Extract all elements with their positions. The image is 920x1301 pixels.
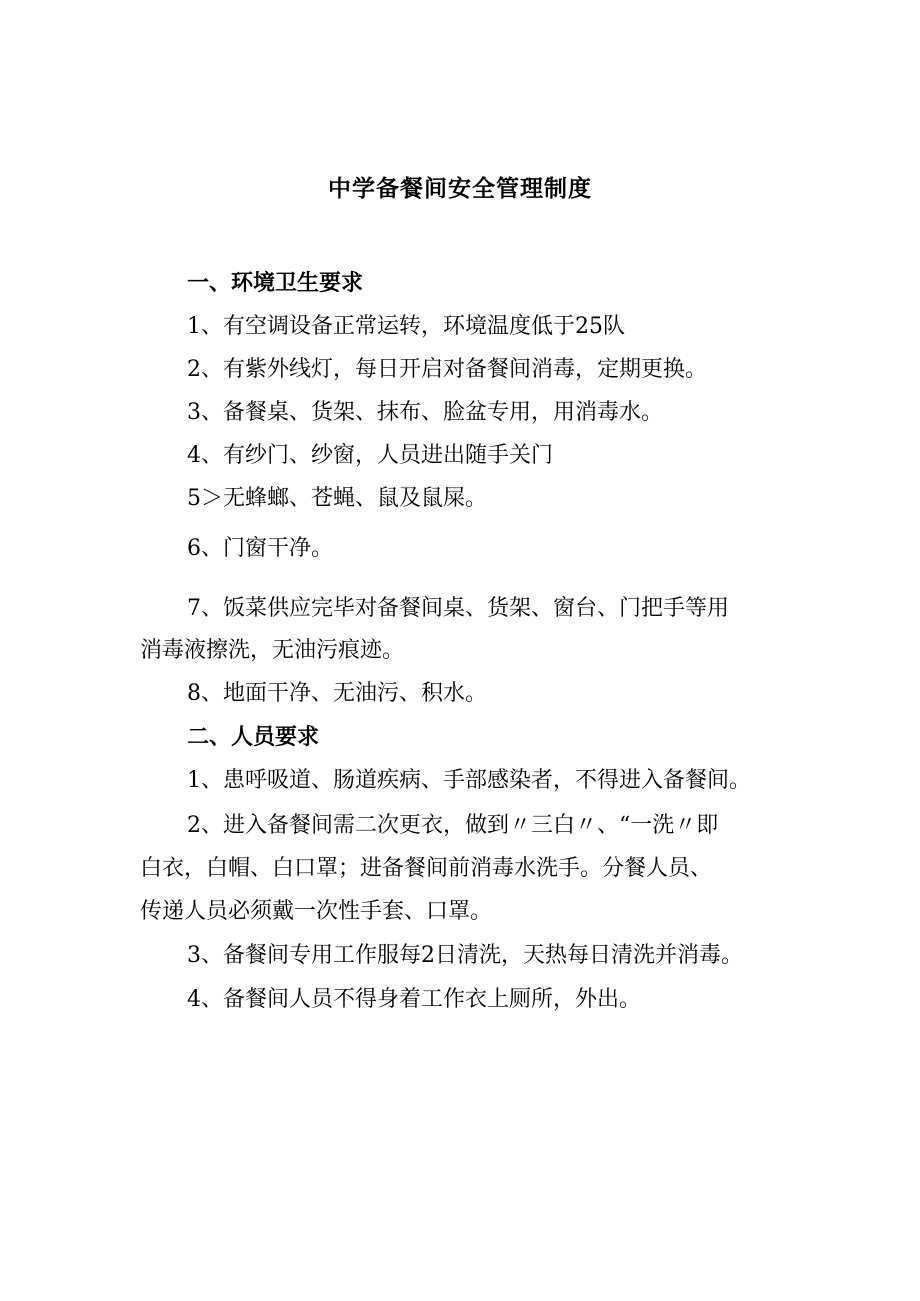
personnel-item-3: 3、备餐间专用工作服每2日清洗，天热每日清洗并消毒。 <box>187 943 743 968</box>
environment-item-4: 4、有纱门、纱窗，人员进出随手关门 <box>187 443 553 468</box>
personnel-item-2: 2、进入备餐间需二次更衣，做到〃三白〃、“一洗〃即 <box>187 813 719 838</box>
environment-item-1: 1、有空调设备正常运转，环境温度低于25队 <box>187 314 625 339</box>
personnel-item-2-continued-a: 白衣，白帽、白口罩；进备餐间前消毒水洗手。分餐人员、 <box>140 856 713 881</box>
environment-item-2: 2、有紫外线灯，每日开启对备餐间消毒，定期更换。 <box>187 357 707 382</box>
environment-item-6: 6、门窗干净。 <box>187 536 333 561</box>
document-title: 中学备餐间安全管理制度 <box>328 175 592 202</box>
environment-item-3: 3、备餐桌、货架、抹布、脸盆专用，用消毒水。 <box>187 400 663 425</box>
section-heading-personnel: 二、人员要求 <box>187 724 320 750</box>
personnel-item-4: 4、备餐间人员不得身着工作衣上厕所，外出。 <box>187 987 641 1012</box>
environment-item-7: 7、饭菜供应完毕对备餐间桌、货架、窗台、门把手等用 <box>187 596 729 621</box>
section-heading-environment: 一、环境卫生要求 <box>187 270 364 296</box>
environment-item-8: 8、地面干净、无油污、积水。 <box>187 681 487 706</box>
environment-item-5: 5＞无蜂螂、苍蝇、鼠及鼠屎。 <box>187 486 487 511</box>
environment-item-7-continued: 消毒液擦洗，无油污痕迹。 <box>140 638 405 663</box>
personnel-item-1: 1、患呼吸道、肠道疾病、手部感染者，不得进入备餐间。 <box>187 768 751 793</box>
personnel-item-2-continued-b: 传递人员必须戴一次性手套、口罩。 <box>140 899 493 924</box>
